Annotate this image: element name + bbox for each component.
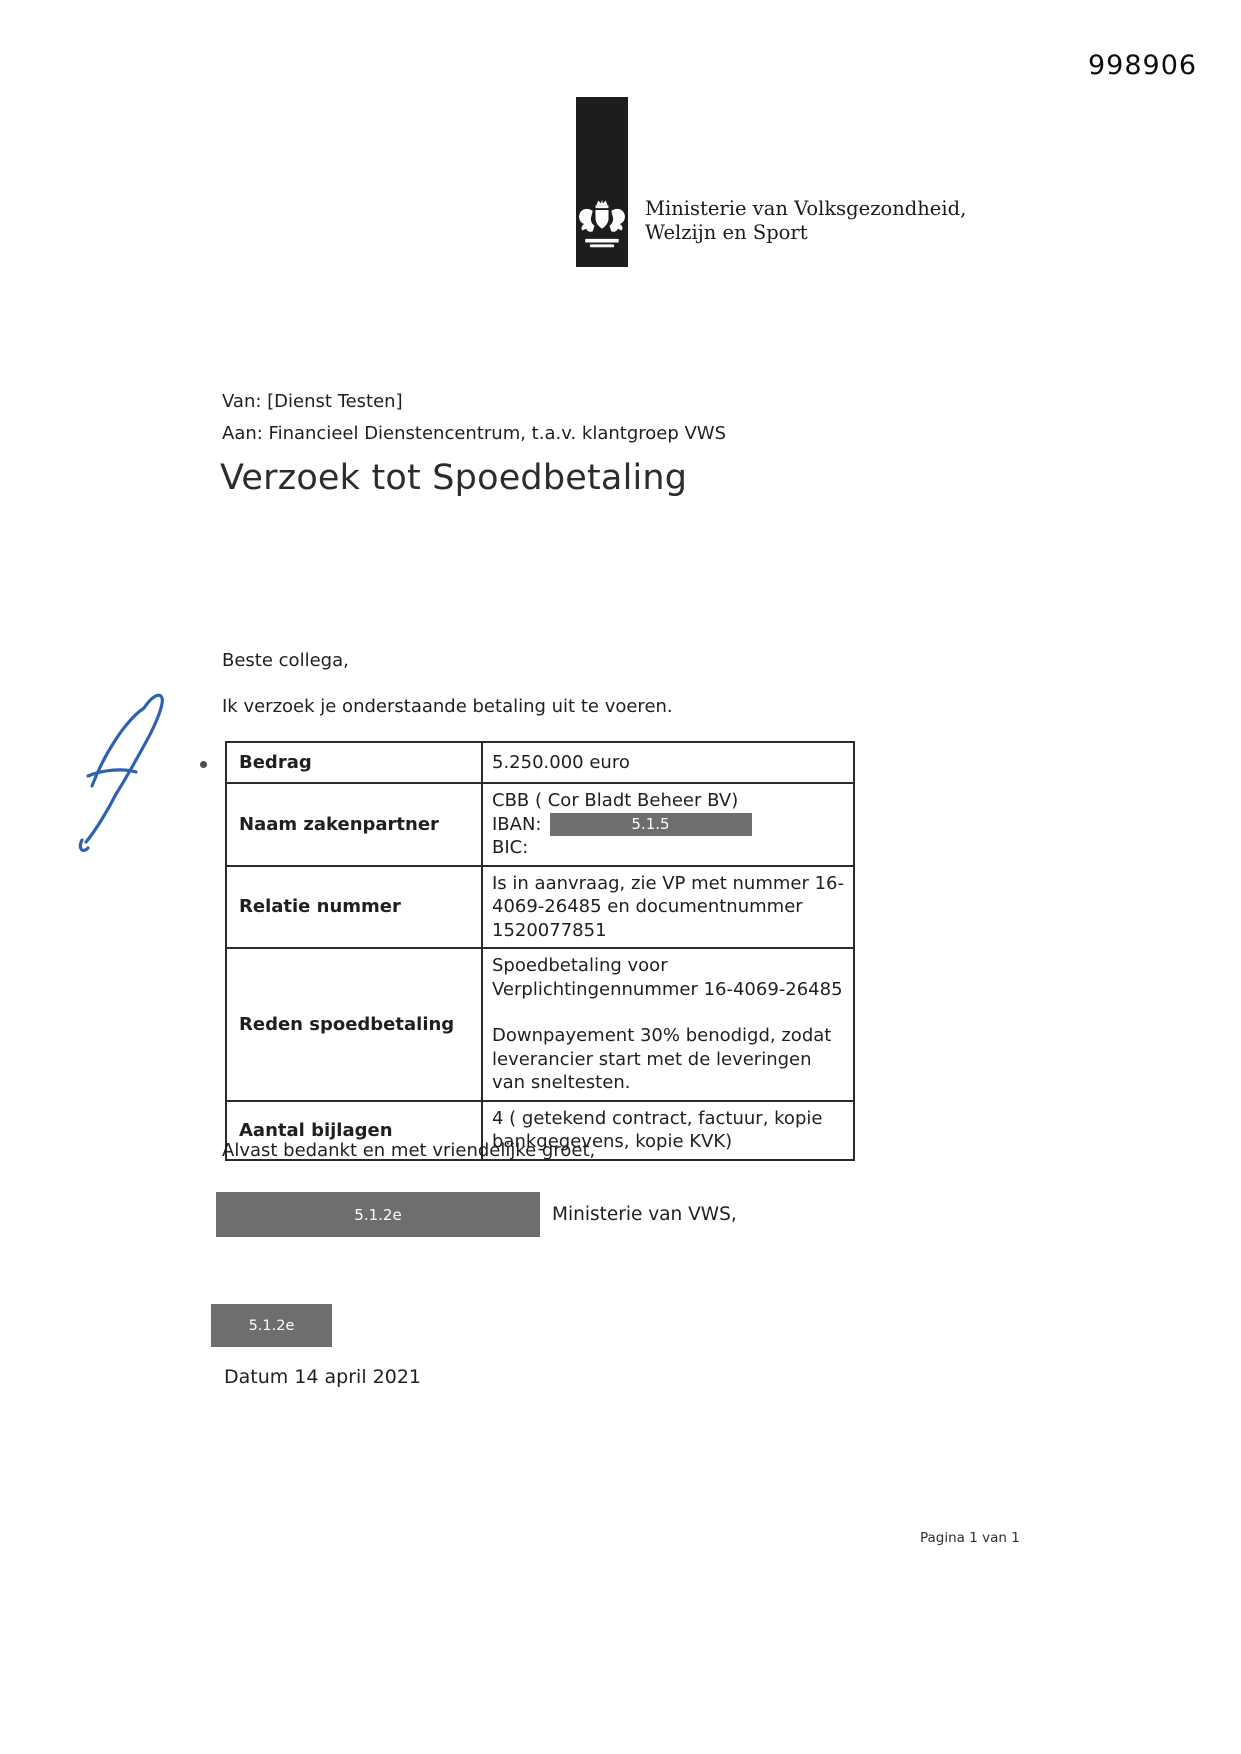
payment-table [225, 741, 855, 1161]
redaction-box-name [211, 1304, 332, 1347]
handwritten-signature [74, 690, 204, 860]
redaction-box-iban [550, 813, 752, 836]
table-row-reden [227, 947, 853, 1100]
row-label: Relatie nummer [227, 867, 483, 948]
document-number: 998906 [1088, 50, 1198, 81]
iban-label: IBAN: [492, 813, 542, 835]
page-footer: Pagina 1 van 1 [920, 1530, 1020, 1546]
row-value [483, 949, 853, 1100]
company-name: CBB ( Cor Bladt Beheer BV) [492, 790, 739, 811]
redaction-box-signature [216, 1192, 540, 1237]
row-label: Reden spoedbetaling [227, 949, 483, 1100]
row-value: Is in aanvraag, zie VP met nummer 16-4069-26485 en documentnummer 1520077851 [492, 872, 844, 941]
row-value: 5.250.000 euro [492, 751, 630, 773]
redaction-code: 5.1.2e [354, 1205, 402, 1224]
row-value [483, 784, 853, 865]
iban-line [492, 813, 845, 837]
reden-paragraph-1: Spoedbetaling voor Verplichtingennummer 16-4069-26485 [492, 955, 843, 1000]
bic-label: BIC: [492, 837, 529, 858]
ministry-name-line2: Welzijn en Sport [645, 221, 808, 244]
closing-line: Alvast bedankt en met vriendelijke groet, [222, 1140, 596, 1161]
page-title: Verzoek tot Spoedbetaling [220, 458, 688, 498]
intro-sentence: Ik verzoek je onderstaande betaling uit te voeren. [222, 696, 673, 717]
date-line: Datum 14 april 2021 [224, 1366, 421, 1388]
redaction-code: 5.1.5 [631, 814, 670, 833]
blank-line [492, 1001, 845, 1024]
coat-of-arms-icon [574, 196, 630, 250]
row-label: Naam zakenpartner [227, 784, 483, 865]
from-line: Van: [Dienst Testen] [222, 391, 403, 412]
redaction-code: 5.1.2e [248, 1317, 295, 1334]
to-line: Aan: Financieel Dienstencentrum, t.a.v. klantgroep VWS [222, 423, 727, 444]
salutation: Beste collega, [222, 650, 349, 671]
row-value: 4 ( getekend contract, factuur, kopie bankgegevens, kopie KVK) [492, 1107, 823, 1152]
row-label: Bedrag [227, 743, 483, 782]
ministry-name-line1: Ministerie van Volksgezondheid, [645, 197, 967, 220]
table-row-relatienummer [227, 865, 853, 948]
ministry-name [645, 197, 966, 245]
signoff-organisation: Ministerie van VWS, [552, 1204, 737, 1225]
table-row-zakenpartner [227, 782, 853, 865]
pen-dot [200, 761, 207, 768]
table-row-bedrag [227, 743, 853, 782]
row-label: Aantal bijlagen [227, 1102, 483, 1159]
reden-paragraph-2: Downpayement 30% benodigd, zodat leverancier start met de leveringen van sneltesten. [492, 1025, 832, 1093]
